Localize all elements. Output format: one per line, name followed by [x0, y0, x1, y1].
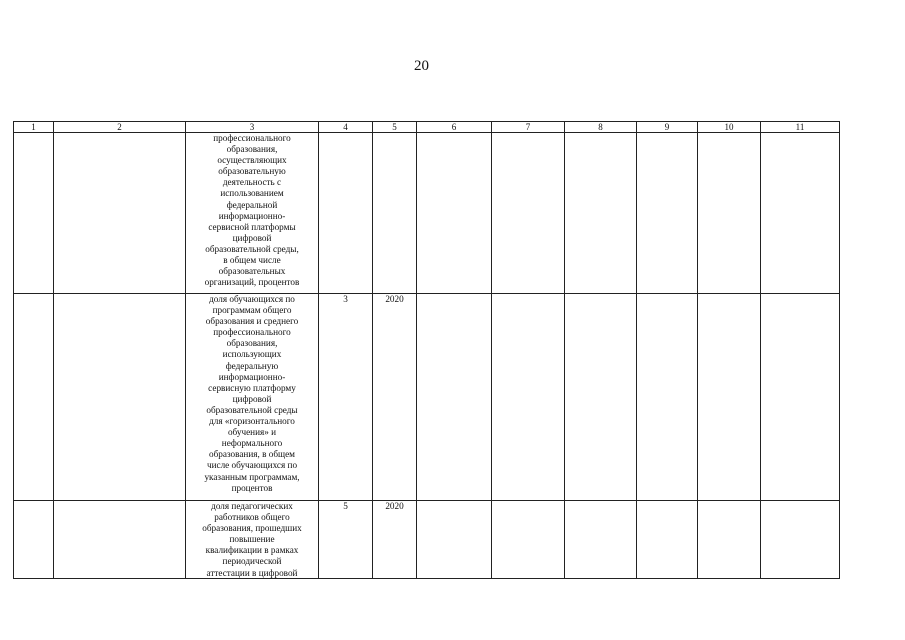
cell-col4: 3	[319, 294, 373, 501]
indicator-line: образования,	[226, 338, 278, 349]
cell-col10	[698, 133, 761, 294]
cell-col10	[698, 294, 761, 501]
cell-col7	[492, 294, 565, 501]
cell-col11	[761, 133, 840, 294]
indicator-line: федеральную	[225, 360, 279, 371]
indicator-line: сервисную платформу	[208, 382, 296, 393]
page-number: 20	[414, 58, 429, 74]
indicator-line: обучения» и	[227, 427, 277, 438]
column-header-10: 10	[698, 122, 761, 133]
column-header-7: 7	[492, 122, 565, 133]
indicator-line: профессионального	[213, 133, 291, 143]
cell-col11	[761, 294, 840, 501]
cell-col1	[14, 294, 54, 501]
table-header-row	[14, 122, 840, 133]
indicator-line: сервисной платформы	[208, 221, 296, 232]
indicator-line: федеральной	[226, 199, 278, 210]
cell-col8	[565, 294, 637, 501]
cell-col2	[54, 501, 186, 579]
cell-col8	[565, 501, 637, 579]
cell-col10	[698, 501, 761, 579]
indicator-line: информационно-	[218, 371, 286, 382]
indicator-line: цифровой	[232, 232, 272, 243]
indicator-line: образовательной среды,	[205, 243, 299, 254]
indicator-line: в общем числе	[223, 255, 281, 266]
column-header-6: 6	[417, 122, 492, 133]
indicator-line: указанным программам,	[204, 471, 300, 482]
indicator-line: образования,	[226, 144, 278, 155]
indicator-text	[186, 501, 318, 578]
cell-col4: 5	[319, 501, 373, 579]
indicator-line: аттестации в цифровой	[206, 567, 298, 578]
indicator-text	[186, 133, 318, 293]
column-header-1: 1	[14, 122, 54, 133]
indicator-line: использованием	[220, 188, 284, 199]
cell-col8	[565, 133, 637, 294]
cell-col5	[373, 133, 417, 294]
cell-col2	[54, 294, 186, 501]
indicator-line: деятельность с	[222, 177, 282, 188]
column-header-11: 11	[761, 122, 840, 133]
indicator-line: неформального	[221, 438, 283, 449]
column-header-3: 3	[186, 122, 319, 133]
cell-col2	[54, 133, 186, 294]
table-row	[14, 501, 840, 579]
indicator-cell	[186, 133, 319, 294]
cell-col5: 2020	[373, 501, 417, 579]
indicator-line: профессионального	[213, 327, 291, 338]
cell-col6	[417, 133, 492, 294]
indicator-line: доля обучающихся по	[209, 294, 295, 304]
indicator-cell	[186, 294, 319, 501]
cell-col11	[761, 501, 840, 579]
indicator-line: числе обучающихся по	[206, 460, 298, 471]
indicator-line: периодической	[222, 556, 282, 567]
indicator-line: повышение	[229, 534, 275, 545]
cell-col9	[637, 294, 698, 501]
cell-col1	[14, 501, 54, 579]
indicator-line: организаций, процентов	[204, 277, 300, 288]
indicator-text	[186, 294, 318, 494]
table-row	[14, 294, 840, 501]
indicator-line: образования, прошедших	[202, 523, 302, 534]
cell-col6	[417, 294, 492, 501]
column-header-9: 9	[637, 122, 698, 133]
indicator-line: доля педагогических	[211, 501, 293, 511]
cell-col9	[637, 501, 698, 579]
indicator-line: использующих	[222, 349, 282, 360]
indicator-line: для «горизонтального	[209, 416, 295, 427]
indicator-cell	[186, 501, 319, 579]
cell-col5: 2020	[373, 294, 417, 501]
cell-col1	[14, 133, 54, 294]
cell-col4	[319, 133, 373, 294]
indicator-line: квалификации в рамках	[205, 545, 299, 556]
indicator-line: процентов	[231, 482, 273, 493]
cell-col6	[417, 501, 492, 579]
indicator-line: образовательных	[218, 266, 286, 277]
column-header-4: 4	[319, 122, 373, 133]
indicator-line: информационно-	[218, 210, 286, 221]
cell-col7	[492, 501, 565, 579]
indicator-line: цифровой	[232, 393, 272, 404]
indicator-line: работников общего	[214, 512, 290, 523]
indicator-line: программам общего	[212, 305, 292, 316]
table-row	[14, 133, 840, 294]
cell-col7	[492, 133, 565, 294]
report-table	[13, 121, 840, 579]
column-header-5: 5	[373, 122, 417, 133]
indicator-line: образования, в общем	[209, 449, 295, 460]
column-header-8: 8	[565, 122, 637, 133]
indicator-line: образования и среднего	[205, 316, 299, 327]
indicator-line: осуществляющих	[217, 155, 287, 166]
cell-col9	[637, 133, 698, 294]
indicator-line: образовательную	[218, 166, 286, 177]
indicator-line: образовательной среды	[206, 404, 298, 415]
column-header-2: 2	[54, 122, 186, 133]
